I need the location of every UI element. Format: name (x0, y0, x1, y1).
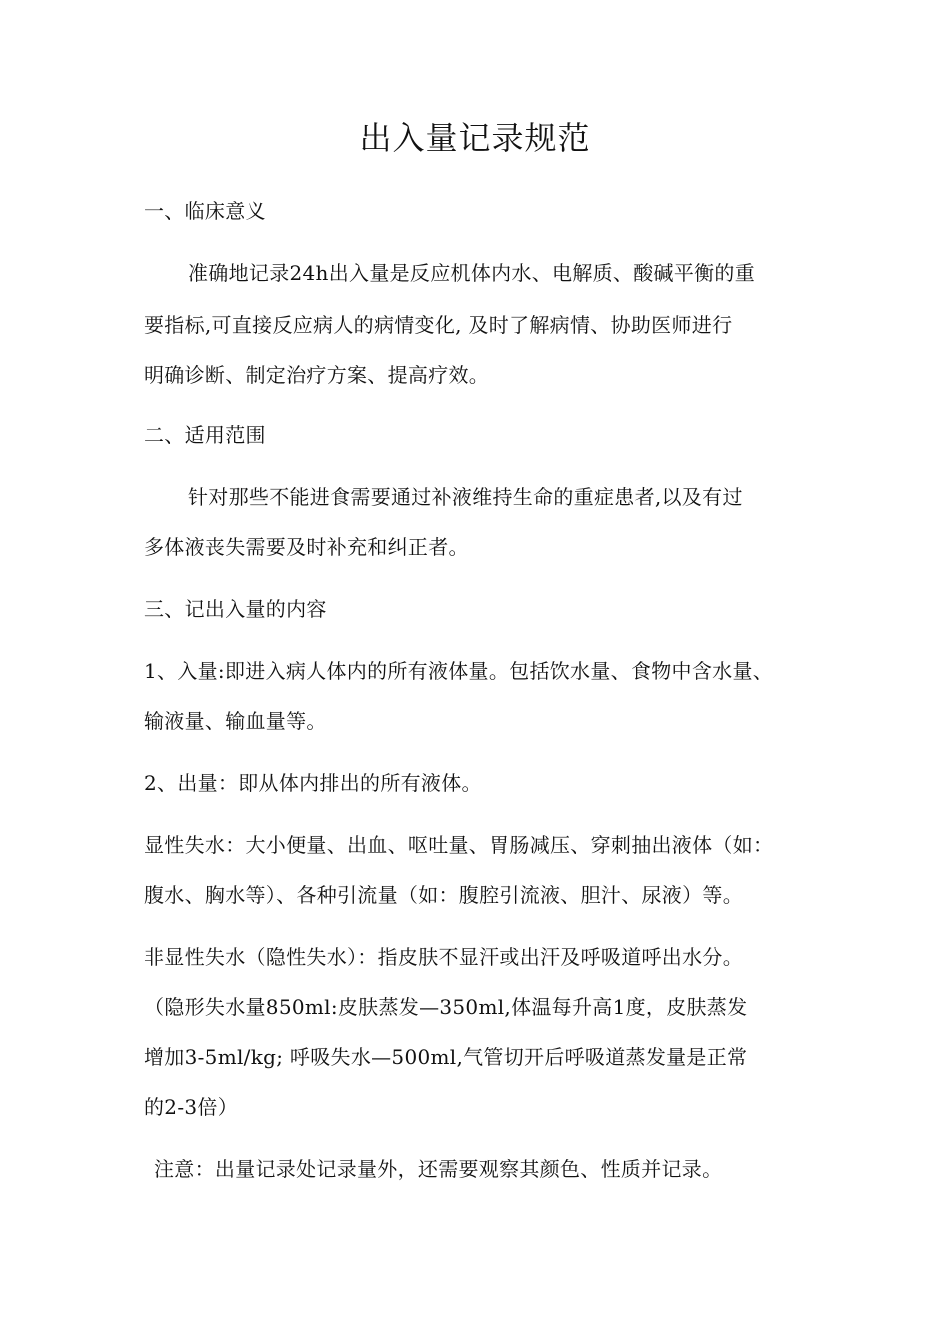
document-title: 出入量记录规范 (359, 119, 591, 157)
paragraph-line: 多体液丧失需要及时补充和纠正者。 (144, 535, 469, 559)
note-line: 注意：出量记录处记录量外，还需要观察其颜色、性质并记录。 (154, 1157, 723, 1181)
paragraph-line: 腹水、胸水等）、各种引流量（如：腹腔引流液、胆汁、尿液）等。 (144, 883, 743, 907)
paragraph-line: 2、出量：即从体内排出的所有液体。 (144, 771, 482, 795)
section-heading-clinical-significance: 一、临床意义 (144, 199, 266, 223)
paragraph-line: 输液量、输血量等。 (144, 709, 327, 733)
section-heading-content: 三、记出入量的内容 (144, 597, 327, 621)
paragraph-line: 的2-3倍） (144, 1095, 239, 1119)
paragraph-line: 1、入量:即进入病人体内的所有液体量。包括饮水量、食物中含水量、 (144, 659, 774, 683)
paragraph-line: 针对那些不能进食需要通过补液维持生命的重症患者,以及有过 (188, 485, 743, 509)
paragraph-line: 明确诊断、制定治疗方案、提高疗效。 (144, 363, 490, 387)
paragraph-line: 要指标,可直接反应病人的病情变化, 及时了解病情、协助医师进行 (144, 313, 733, 337)
paragraph-line: 增加3-5ml/kg; 呼吸失水—500ml,气管切开后呼吸道蒸发量是正常 (144, 1045, 748, 1069)
paragraph-line: 非显性失水（隐性失水）：指皮肤不显汗或出汗及呼吸道呼出水分。 (144, 945, 743, 969)
paragraph-line: （隐形失水量850ml:皮肤蒸发—350ml,体温每升高1度，皮肤蒸发 (144, 995, 748, 1019)
paragraph-line: 准确地记录24h出入量是反应机体内水、电解质、酸碱平衡的重 (188, 261, 756, 285)
section-heading-scope: 二、适用范围 (144, 423, 266, 447)
paragraph-line: 显性失水：大小便量、出血、呕吐量、胃肠减压、穿刺抽出液体（如： (144, 833, 774, 857)
